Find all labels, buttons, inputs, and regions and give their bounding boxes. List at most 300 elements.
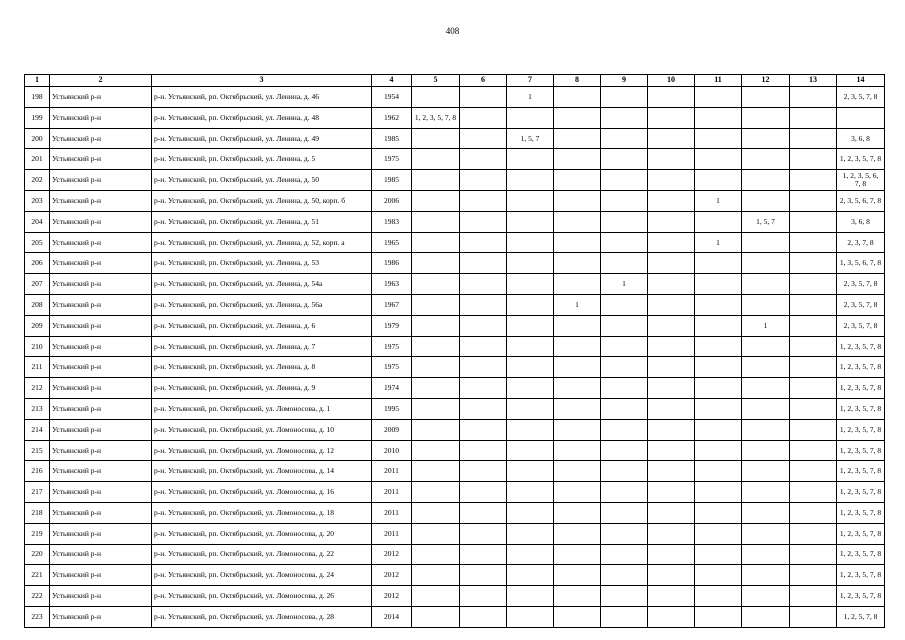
year-cell: 1963 <box>372 274 412 295</box>
marker-cell-col-6 <box>460 398 507 419</box>
marker-cell-col-12 <box>742 190 790 211</box>
marker-cell-col-13 <box>790 274 837 295</box>
marker-cell-col-7 <box>507 461 554 482</box>
marker-cell-col-5 <box>412 253 460 274</box>
address-cell: р-н. Устьянский, рп. Октябрьский, ул. Ленина, д. 56а <box>152 294 372 315</box>
table-row <box>25 336 885 357</box>
address-cell: р-н. Устьянский, рп. Октябрьский, ул. Ломоносова, д. 12 <box>152 440 372 461</box>
district-cell: Устьянский р-н <box>50 461 152 482</box>
marker-cell-col-10 <box>648 565 695 586</box>
year-cell: 1986 <box>372 253 412 274</box>
marker-cell-col-14: 1, 2, 3, 5, 7, 8 <box>837 482 885 503</box>
marker-cell-col-7 <box>507 232 554 253</box>
marker-cell-col-7 <box>507 398 554 419</box>
year-cell: 1967 <box>372 294 412 315</box>
marker-cell-col-8 <box>554 274 601 295</box>
marker-cell-col-9 <box>601 294 648 315</box>
marker-cell-col-10 <box>648 253 695 274</box>
page-number: 408 <box>445 26 460 36</box>
marker-cell-col-9 <box>601 378 648 399</box>
marker-cell-col-9 <box>601 565 648 586</box>
marker-cell-col-9 <box>601 253 648 274</box>
marker-cell-col-7 <box>507 357 554 378</box>
marker-cell-col-12 <box>742 107 790 128</box>
table-row <box>25 211 885 232</box>
marker-cell-col-5: 1, 2, 3, 5, 7, 8 <box>412 107 460 128</box>
column-header-13: 13 <box>790 75 837 87</box>
marker-cell-col-6 <box>460 461 507 482</box>
district-cell: Устьянский р-н <box>50 523 152 544</box>
marker-cell-col-12 <box>742 378 790 399</box>
year-cell: 2014 <box>372 606 412 627</box>
marker-cell-col-6 <box>460 440 507 461</box>
district-cell: Устьянский р-н <box>50 294 152 315</box>
marker-cell-col-11 <box>695 440 742 461</box>
marker-cell-col-11 <box>695 461 742 482</box>
marker-cell-col-13 <box>790 336 837 357</box>
marker-cell-col-11 <box>695 586 742 607</box>
row-number-cell: 201 <box>25 149 50 170</box>
year-cell: 1979 <box>372 315 412 336</box>
district-cell: Устьянский р-н <box>50 232 152 253</box>
marker-cell-col-11 <box>695 128 742 149</box>
marker-cell-col-6 <box>460 274 507 295</box>
marker-cell-col-13 <box>790 419 837 440</box>
marker-cell-col-6 <box>460 253 507 274</box>
marker-cell-col-14: 1, 2, 3, 5, 7, 8 <box>837 149 885 170</box>
marker-cell-col-8 <box>554 232 601 253</box>
marker-cell-col-5 <box>412 419 460 440</box>
marker-cell-col-13 <box>790 232 837 253</box>
table-row <box>25 128 885 149</box>
year-cell: 2009 <box>372 419 412 440</box>
marker-cell-col-10 <box>648 502 695 523</box>
marker-cell-col-13 <box>790 170 837 191</box>
marker-cell-col-13 <box>790 544 837 565</box>
marker-cell-col-14 <box>837 107 885 128</box>
marker-cell-col-11 <box>695 606 742 627</box>
marker-cell-col-12 <box>742 87 790 108</box>
marker-cell-col-12 <box>742 544 790 565</box>
marker-cell-col-10 <box>648 482 695 503</box>
marker-cell-col-12 <box>742 523 790 544</box>
marker-cell-col-8 <box>554 149 601 170</box>
marker-cell-col-10 <box>648 294 695 315</box>
column-header-1: 1 <box>25 75 50 87</box>
row-number-cell: 210 <box>25 336 50 357</box>
column-header-3: 3 <box>152 75 372 87</box>
marker-cell-col-13 <box>790 211 837 232</box>
marker-cell-col-7 <box>507 149 554 170</box>
address-cell: р-н. Устьянский, рп. Октябрьский, ул. Ленина, д. 6 <box>152 315 372 336</box>
column-header-6: 6 <box>460 75 507 87</box>
address-cell: р-н. Устьянский, рп. Октябрьский, ул. Ломоносова, д. 20 <box>152 523 372 544</box>
district-cell: Устьянский р-н <box>50 315 152 336</box>
marker-cell-col-7 <box>507 523 554 544</box>
district-cell: Устьянский р-н <box>50 170 152 191</box>
row-number-cell: 212 <box>25 378 50 399</box>
marker-cell-col-5 <box>412 440 460 461</box>
year-cell: 2011 <box>372 523 412 544</box>
marker-cell-col-8 <box>554 190 601 211</box>
marker-cell-col-14: 1, 2, 3, 5, 7, 8 <box>837 502 885 523</box>
row-number-cell: 214 <box>25 419 50 440</box>
marker-cell-col-10 <box>648 149 695 170</box>
row-number-cell: 206 <box>25 253 50 274</box>
district-cell: Устьянский р-н <box>50 606 152 627</box>
marker-cell-col-12 <box>742 586 790 607</box>
marker-cell-col-10 <box>648 128 695 149</box>
marker-cell-col-5 <box>412 461 460 482</box>
marker-cell-col-5 <box>412 149 460 170</box>
marker-cell-col-10 <box>648 419 695 440</box>
marker-cell-col-14: 1, 2, 3, 5, 7, 8 <box>837 461 885 482</box>
marker-cell-col-10 <box>648 107 695 128</box>
header-row <box>25 75 885 87</box>
table-body <box>25 87 885 628</box>
marker-cell-col-9 <box>601 502 648 523</box>
marker-cell-col-11 <box>695 211 742 232</box>
marker-cell-col-9 <box>601 398 648 419</box>
marker-cell-col-12 <box>742 149 790 170</box>
marker-cell-col-8 <box>554 315 601 336</box>
column-header-10: 10 <box>648 75 695 87</box>
marker-cell-col-13 <box>790 107 837 128</box>
marker-cell-col-9 <box>601 107 648 128</box>
marker-cell-col-7 <box>507 170 554 191</box>
marker-cell-col-11 <box>695 544 742 565</box>
marker-cell-col-7 <box>507 606 554 627</box>
table-row <box>25 544 885 565</box>
marker-cell-col-7 <box>507 419 554 440</box>
column-header-14: 14 <box>837 75 885 87</box>
table-row <box>25 294 885 315</box>
marker-cell-col-10 <box>648 440 695 461</box>
marker-cell-col-11 <box>695 357 742 378</box>
marker-cell-col-10 <box>648 274 695 295</box>
marker-cell-col-8 <box>554 398 601 419</box>
year-cell: 1983 <box>372 211 412 232</box>
marker-cell-col-11 <box>695 170 742 191</box>
marker-cell-col-8: 1 <box>554 294 601 315</box>
marker-cell-col-14: 2, 3, 7, 8 <box>837 232 885 253</box>
marker-cell-col-9 <box>601 461 648 482</box>
marker-cell-col-8 <box>554 586 601 607</box>
marker-cell-col-13 <box>790 586 837 607</box>
marker-cell-col-8 <box>554 523 601 544</box>
marker-cell-col-5 <box>412 502 460 523</box>
row-number-cell: 213 <box>25 398 50 419</box>
marker-cell-col-9 <box>601 544 648 565</box>
marker-cell-col-6 <box>460 378 507 399</box>
marker-cell-col-13 <box>790 398 837 419</box>
address-cell: р-н. Устьянский, рп. Октябрьский, ул. Ломоносова, д. 22 <box>152 544 372 565</box>
address-cell: р-н. Устьянский, рп. Октябрьский, ул. Ленина, д. 51 <box>152 211 372 232</box>
marker-cell-col-14: 1, 2, 3, 5, 7, 8 <box>837 523 885 544</box>
marker-cell-col-5 <box>412 336 460 357</box>
row-number-cell: 198 <box>25 87 50 108</box>
row-number-cell: 208 <box>25 294 50 315</box>
marker-cell-col-10 <box>648 606 695 627</box>
marker-cell-col-6 <box>460 336 507 357</box>
marker-cell-col-12 <box>742 357 790 378</box>
address-cell: р-н. Устьянский, рп. Октябрьский, ул. Ломоносова, д. 16 <box>152 482 372 503</box>
district-cell: Устьянский р-н <box>50 274 152 295</box>
row-number-cell: 199 <box>25 107 50 128</box>
marker-cell-col-10 <box>648 232 695 253</box>
marker-cell-col-13 <box>790 482 837 503</box>
marker-cell-col-10 <box>648 87 695 108</box>
marker-cell-col-14: 2, 3, 5, 7, 8 <box>837 294 885 315</box>
marker-cell-col-5 <box>412 315 460 336</box>
year-cell: 2011 <box>372 461 412 482</box>
year-cell: 1975 <box>372 357 412 378</box>
year-cell: 2006 <box>372 190 412 211</box>
year-cell: 2012 <box>372 544 412 565</box>
marker-cell-col-11 <box>695 87 742 108</box>
table-row <box>25 170 885 191</box>
table-row <box>25 232 885 253</box>
marker-cell-col-11 <box>695 107 742 128</box>
marker-cell-col-6 <box>460 502 507 523</box>
marker-cell-col-9 <box>601 87 648 108</box>
marker-cell-col-8 <box>554 440 601 461</box>
marker-cell-col-14: 2, 3, 5, 7, 8 <box>837 87 885 108</box>
marker-cell-col-7 <box>507 253 554 274</box>
marker-cell-col-5 <box>412 232 460 253</box>
district-cell: Устьянский р-н <box>50 544 152 565</box>
marker-cell-col-11 <box>695 253 742 274</box>
address-cell: р-н. Устьянский, рп. Октябрьский, ул. Ломоносова, д. 14 <box>152 461 372 482</box>
marker-cell-col-5 <box>412 128 460 149</box>
marker-cell-col-13 <box>790 606 837 627</box>
marker-cell-col-10 <box>648 461 695 482</box>
district-cell: Устьянский р-н <box>50 482 152 503</box>
marker-cell-col-13 <box>790 357 837 378</box>
year-cell: 1975 <box>372 149 412 170</box>
column-header-2: 2 <box>50 75 152 87</box>
marker-cell-col-7: 1 <box>507 87 554 108</box>
district-cell: Устьянский р-н <box>50 398 152 419</box>
row-number-cell: 216 <box>25 461 50 482</box>
marker-cell-col-14: 1, 2, 3, 5, 7, 8 <box>837 586 885 607</box>
marker-cell-col-11 <box>695 336 742 357</box>
district-cell: Устьянский р-н <box>50 128 152 149</box>
marker-cell-col-10 <box>648 398 695 419</box>
district-cell: Устьянский р-н <box>50 565 152 586</box>
row-number-cell: 223 <box>25 606 50 627</box>
marker-cell-col-5 <box>412 170 460 191</box>
marker-cell-col-5 <box>412 378 460 399</box>
marker-cell-col-7 <box>507 190 554 211</box>
marker-cell-col-13 <box>790 378 837 399</box>
marker-cell-col-12 <box>742 128 790 149</box>
marker-cell-col-9 <box>601 586 648 607</box>
marker-cell-col-11 <box>695 419 742 440</box>
table-row <box>25 461 885 482</box>
marker-cell-col-14: 1, 2, 3, 5, 7, 8 <box>837 357 885 378</box>
marker-cell-col-13 <box>790 502 837 523</box>
marker-cell-col-12 <box>742 461 790 482</box>
district-cell: Устьянский р-н <box>50 378 152 399</box>
table-row <box>25 565 885 586</box>
marker-cell-col-11 <box>695 274 742 295</box>
marker-cell-col-5 <box>412 87 460 108</box>
year-cell: 1975 <box>372 336 412 357</box>
year-cell: 2011 <box>372 482 412 503</box>
registry-table <box>24 74 885 628</box>
year-cell: 1985 <box>372 170 412 191</box>
marker-cell-col-7 <box>507 565 554 586</box>
column-header-11: 11 <box>695 75 742 87</box>
marker-cell-col-12 <box>742 232 790 253</box>
marker-cell-col-12 <box>742 170 790 191</box>
marker-cell-col-8 <box>554 502 601 523</box>
marker-cell-col-8 <box>554 482 601 503</box>
marker-cell-col-8 <box>554 378 601 399</box>
marker-cell-col-14: 1, 3, 5, 6, 7, 8 <box>837 253 885 274</box>
marker-cell-col-9 <box>601 419 648 440</box>
marker-cell-col-8 <box>554 87 601 108</box>
table-row <box>25 274 885 295</box>
row-number-cell: 220 <box>25 544 50 565</box>
marker-cell-col-12 <box>742 398 790 419</box>
marker-cell-col-14: 1, 2, 3, 5, 7, 8 <box>837 565 885 586</box>
marker-cell-col-6 <box>460 544 507 565</box>
marker-cell-col-11 <box>695 523 742 544</box>
marker-cell-col-12 <box>742 419 790 440</box>
table-row <box>25 586 885 607</box>
row-number-cell: 211 <box>25 357 50 378</box>
marker-cell-col-7 <box>507 336 554 357</box>
marker-cell-col-6 <box>460 523 507 544</box>
address-cell: р-н. Устьянский, рп. Октябрьский, ул. Ломоносова, д. 10 <box>152 419 372 440</box>
marker-cell-col-5 <box>412 357 460 378</box>
marker-cell-col-6 <box>460 606 507 627</box>
district-cell: Устьянский р-н <box>50 419 152 440</box>
marker-cell-col-6 <box>460 294 507 315</box>
address-cell: р-н. Устьянский, рп. Октябрьский, ул. Ломоносова, д. 1 <box>152 398 372 419</box>
table-row <box>25 606 885 627</box>
marker-cell-col-7 <box>507 315 554 336</box>
marker-cell-col-12: 1, 5, 7 <box>742 211 790 232</box>
marker-cell-col-9 <box>601 523 648 544</box>
marker-cell-col-14: 3, 6, 8 <box>837 128 885 149</box>
marker-cell-col-13 <box>790 87 837 108</box>
marker-cell-col-5 <box>412 523 460 544</box>
marker-cell-col-12 <box>742 253 790 274</box>
row-number-cell: 205 <box>25 232 50 253</box>
table-row <box>25 107 885 128</box>
marker-cell-col-7: 1, 5, 7 <box>507 128 554 149</box>
marker-cell-col-14: 1, 2, 3, 5, 7, 8 <box>837 398 885 419</box>
marker-cell-col-13 <box>790 461 837 482</box>
address-cell: р-н. Устьянский, рп. Октябрьский, ул. Ленина, д. 48 <box>152 107 372 128</box>
marker-cell-col-8 <box>554 211 601 232</box>
row-number-cell: 219 <box>25 523 50 544</box>
marker-cell-col-11: 1 <box>695 190 742 211</box>
marker-cell-col-6 <box>460 170 507 191</box>
marker-cell-col-6 <box>460 357 507 378</box>
row-number-cell: 209 <box>25 315 50 336</box>
marker-cell-col-14: 1, 2, 3, 5, 7, 8 <box>837 336 885 357</box>
marker-cell-col-5 <box>412 482 460 503</box>
marker-cell-col-9 <box>601 190 648 211</box>
table-row <box>25 87 885 108</box>
marker-cell-col-10 <box>648 378 695 399</box>
column-header-8: 8 <box>554 75 601 87</box>
year-cell: 1965 <box>372 232 412 253</box>
marker-cell-col-6 <box>460 128 507 149</box>
marker-cell-col-7 <box>507 378 554 399</box>
marker-cell-col-6 <box>460 482 507 503</box>
marker-cell-col-12 <box>742 274 790 295</box>
marker-cell-col-9 <box>601 482 648 503</box>
address-cell: р-н. Устьянский, рп. Октябрьский, ул. Ленина, д. 5 <box>152 149 372 170</box>
marker-cell-col-8 <box>554 128 601 149</box>
address-cell: р-н. Устьянский, рп. Октябрьский, ул. Ленина, д. 50, корп. б <box>152 190 372 211</box>
table-row <box>25 502 885 523</box>
marker-cell-col-8 <box>554 107 601 128</box>
row-number-cell: 217 <box>25 482 50 503</box>
marker-cell-col-8 <box>554 544 601 565</box>
marker-cell-col-9 <box>601 232 648 253</box>
marker-cell-col-12 <box>742 565 790 586</box>
marker-cell-col-5 <box>412 606 460 627</box>
marker-cell-col-12 <box>742 482 790 503</box>
marker-cell-col-9 <box>601 149 648 170</box>
row-number-cell: 215 <box>25 440 50 461</box>
address-cell: р-н. Устьянский, рп. Октябрьский, ул. Ленина, д. 50 <box>152 170 372 191</box>
marker-cell-col-9 <box>601 606 648 627</box>
marker-cell-col-5 <box>412 565 460 586</box>
marker-cell-col-8 <box>554 170 601 191</box>
marker-cell-col-7 <box>507 482 554 503</box>
table-row <box>25 482 885 503</box>
marker-cell-col-5 <box>412 544 460 565</box>
year-cell: 2011 <box>372 502 412 523</box>
row-number-cell: 207 <box>25 274 50 295</box>
marker-cell-col-11 <box>695 378 742 399</box>
address-cell: р-н. Устьянский, рп. Октябрьский, ул. Ленина, д. 46 <box>152 87 372 108</box>
marker-cell-col-5 <box>412 190 460 211</box>
address-cell: р-н. Устьянский, рп. Октябрьский, ул. Ленина, д. 7 <box>152 336 372 357</box>
marker-cell-col-6 <box>460 190 507 211</box>
marker-cell-col-11 <box>695 482 742 503</box>
address-cell: р-н. Устьянский, рп. Октябрьский, ул. Ломоносова, д. 26 <box>152 586 372 607</box>
marker-cell-col-5 <box>412 274 460 295</box>
marker-cell-col-6 <box>460 87 507 108</box>
address-cell: р-н. Устьянский, рп. Октябрьский, ул. Ленина, д. 52, корп. а <box>152 232 372 253</box>
table-row <box>25 253 885 274</box>
marker-cell-col-11 <box>695 398 742 419</box>
address-cell: р-н. Устьянский, рп. Октябрьский, ул. Ломоносова, д. 28 <box>152 606 372 627</box>
marker-cell-col-14: 1, 2, 3, 5, 7, 8 <box>837 419 885 440</box>
district-cell: Устьянский р-н <box>50 190 152 211</box>
marker-cell-col-8 <box>554 419 601 440</box>
marker-cell-col-8 <box>554 461 601 482</box>
table-row <box>25 315 885 336</box>
district-cell: Устьянский р-н <box>50 586 152 607</box>
marker-cell-col-9 <box>601 440 648 461</box>
table-row <box>25 398 885 419</box>
marker-cell-col-13 <box>790 149 837 170</box>
table-header <box>25 75 885 87</box>
marker-cell-col-9 <box>601 315 648 336</box>
marker-cell-col-11 <box>695 502 742 523</box>
marker-cell-col-9 <box>601 170 648 191</box>
marker-cell-col-11 <box>695 315 742 336</box>
